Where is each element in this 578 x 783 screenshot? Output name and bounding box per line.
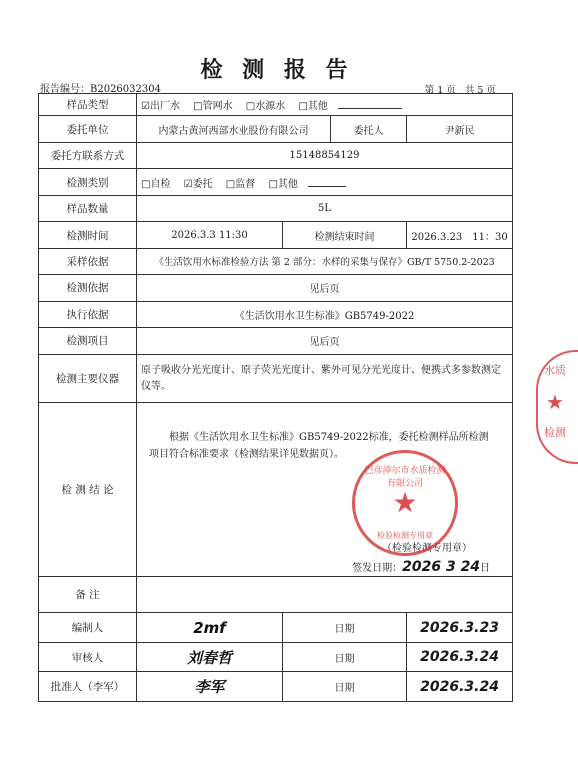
- opt-commissioned[interactable]: ☑委托: [183, 178, 213, 190]
- time-end-label: 检测结束时间: [283, 222, 407, 248]
- opt-network-water[interactable]: □管网水: [193, 101, 233, 113]
- seal-ring-text: 巴彦淖尔市水质检测有限公司: [364, 466, 446, 489]
- row-remark: [39, 576, 513, 613]
- seal-star-icon: ★: [392, 486, 418, 519]
- edge-seal-star-icon: ★: [546, 390, 564, 414]
- quantity-value: 5L: [137, 195, 513, 221]
- contact-value: 15148854129: [137, 142, 513, 168]
- opt-supervision[interactable]: □监督: [225, 178, 256, 190]
- row-approver: [39, 672, 513, 702]
- row-basis: [39, 275, 513, 301]
- report-table: [38, 93, 513, 702]
- issue-date-suffix: 日: [480, 563, 491, 575]
- row-standard: [39, 301, 513, 327]
- issue-date-label: 签发日期：: [352, 563, 403, 575]
- page-number: 第 1 页: [424, 85, 456, 96]
- opt-factory-water[interactable]: ☑出厂水: [141, 101, 180, 113]
- approver-label: 批准人（李军）: [39, 672, 137, 702]
- items-value: 见后页: [137, 328, 513, 354]
- row-reviewer: [39, 642, 513, 672]
- issue-date: [352, 559, 490, 575]
- contact-label: 委托方联系方式: [39, 142, 137, 168]
- sample-type-options: [137, 94, 513, 116]
- compiler-date: 2026.3.23: [407, 613, 513, 643]
- client-person: 尹新民: [407, 116, 513, 142]
- row-instruments: [39, 354, 513, 403]
- row-quantity: [39, 195, 513, 221]
- row-compiler: [39, 613, 513, 643]
- compiler-label: 编制人: [39, 613, 137, 643]
- approver-date: 2026.3.24: [407, 672, 513, 702]
- client-person-label: 委托人: [331, 116, 407, 142]
- opt-source-water[interactable]: □水源水: [245, 101, 286, 113]
- row-time: [39, 222, 513, 248]
- reviewer-label: 审核人: [39, 642, 137, 672]
- conclusion-label: 检 测 结 论: [39, 403, 137, 576]
- instruments-value: 原子吸收分光光度计、原子荧光光度计、紫外可见分光光度计、便携式多参数测定仪等。: [137, 354, 513, 403]
- sampling-label: 采样依据: [39, 248, 137, 274]
- quantity-label: 样品数量: [39, 195, 137, 221]
- time-end: 2026.3.23 11：30: [407, 222, 513, 248]
- items-label: 检测项目: [39, 328, 137, 354]
- row-client: [39, 116, 513, 142]
- report-title: 检 测 报 告: [200, 57, 354, 83]
- official-seal: [352, 450, 458, 556]
- sample-type-label: 样品类型: [39, 94, 137, 116]
- category-other-blank: [308, 178, 346, 187]
- category-options: [137, 169, 513, 195]
- row-sampling: [39, 248, 513, 274]
- standard-label: 执行依据: [39, 301, 137, 327]
- instruments-label: 检测主要仪器: [39, 354, 137, 403]
- opt-self-test[interactable]: □自检: [141, 178, 171, 190]
- opt-category-other[interactable]: □其他: [268, 178, 298, 190]
- compiler-date-label: 日期: [283, 613, 407, 643]
- edge-seal-top-text: 水质: [544, 364, 566, 377]
- remark-value: [137, 576, 513, 613]
- row-items: [39, 328, 513, 354]
- row-sample-type: [39, 94, 513, 116]
- page-total: 共 5 页: [464, 85, 496, 96]
- client-value: 内蒙古黄河西部水业股份有限公司: [137, 116, 331, 142]
- approver-signature: 李军: [137, 672, 283, 702]
- time-start: 2026.3.3 11:30: [137, 222, 283, 248]
- edge-seal: [536, 350, 578, 464]
- reviewer-date-label: 日期: [283, 642, 407, 672]
- basis-label: 检测依据: [39, 275, 137, 301]
- time-label: 检测时间: [39, 222, 137, 248]
- remark-label: 备 注: [39, 576, 137, 613]
- opt-other[interactable]: □其他: [298, 101, 328, 113]
- row-category: [39, 169, 513, 195]
- standard-value: 《生活饮用水卫生标准》GB5749-2022: [137, 301, 513, 327]
- sampling-value: 《生活饮用水标准检验方法 第 2 部分：水样的采集与保存》GB/T 5750.2-2023: [137, 248, 513, 274]
- compiler-signature: 2mf: [137, 613, 283, 643]
- row-contact: [39, 142, 513, 168]
- issue-date-handwritten: 2026 3 24: [402, 559, 481, 576]
- approver-date-label: 日期: [283, 672, 407, 702]
- category-label: 检测类别: [39, 169, 137, 195]
- client-label: 委托单位: [39, 116, 137, 142]
- reviewer-signature: 刘春哲: [137, 642, 283, 672]
- edge-seal-bottom-text: 检测: [544, 426, 566, 439]
- other-blank: [338, 100, 402, 109]
- reviewer-date: 2026.3.24: [407, 642, 513, 672]
- seal-label: （检验检测专用章）: [382, 543, 473, 555]
- conclusion-text: 根据《生活饮用水卫生标准》GB5749-2022标准，委托检测样品所检测项目符合标准要求（检测结果详见数据页）。: [149, 432, 489, 461]
- basis-value: 见后页: [137, 275, 513, 301]
- seal-bottom-text: 检验检测专用章: [377, 531, 433, 540]
- report-number: 报告编号：B2026032304: [40, 84, 161, 95]
